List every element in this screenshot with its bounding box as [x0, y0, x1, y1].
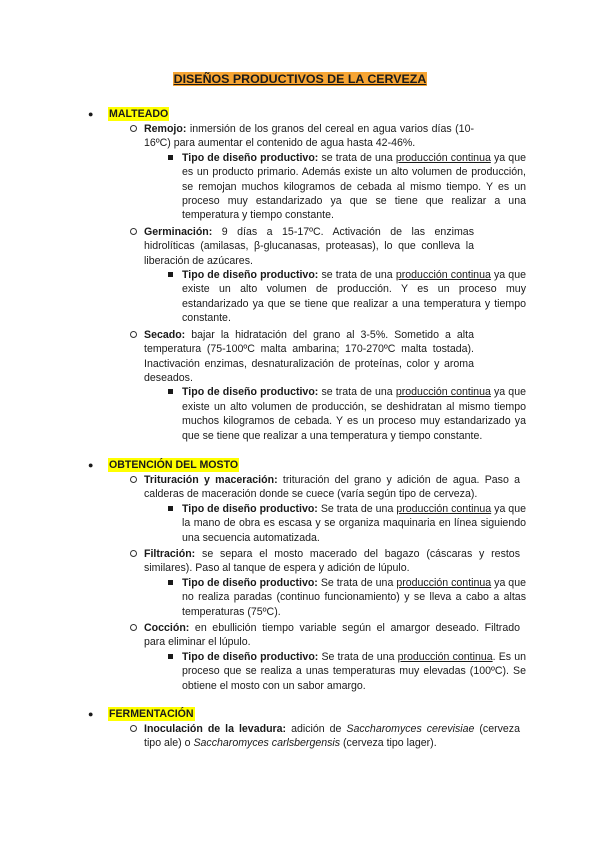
item-text: adición de — [286, 723, 347, 735]
square-bullet-icon — [168, 155, 173, 160]
page-title-wrap — [0, 72, 600, 87]
hollow-bullet-icon — [130, 476, 137, 483]
section-label: MALTEADO — [109, 108, 169, 120]
sub-term: Tipo de diseño productivo: — [182, 386, 319, 399]
square-bullet-icon — [168, 272, 173, 277]
page-title: DISEÑOS PRODUCTIVOS DE LA CERVEZA — [173, 72, 427, 86]
sub-text: ya que es un producto primario. Además existe un alto volumen de producción, se remojan muchos kilogramos de cebada al mismo tiempo. Y es un proceso muy estandarizado ya que se tiene que realizar a una temperatura y tiempo constante. — [182, 151, 526, 222]
square-bullet-icon — [168, 580, 173, 585]
sub-item — [182, 502, 526, 545]
sub-text: se trata de una — [318, 386, 396, 399]
sub-term: Tipo de diseño productivo: — [182, 502, 318, 515]
item-term: Filtración: — [144, 548, 196, 561]
sub-item — [182, 268, 526, 326]
item-term: Trituración y maceración: — [144, 474, 278, 486]
hollow-bullet-icon — [130, 228, 137, 235]
item-text: trituración del grano y adición de agua. Paso a calderas de maceración donde se cuece (varía según tipo de cerveza). — [144, 474, 521, 501]
list-item-coccion — [144, 621, 520, 650]
underlined-term: producción continua — [395, 269, 491, 282]
section-heading — [84, 707, 536, 722]
bullet-icon: ● — [88, 109, 94, 119]
hollow-bullet-icon — [130, 624, 137, 631]
square-bullet-icon — [168, 654, 173, 659]
sub-text: se trata de una — [318, 269, 396, 282]
list-item-remojo — [144, 122, 474, 151]
item-text: (cerveza tipo ale) o — [144, 723, 521, 750]
sub-text: ya que existe un alto volumen de producción. Y es un proceso muy estandarizado ya que se tiene que realizar a una temperatura y tiempo constante. — [182, 269, 526, 325]
list-item-inoculacion — [144, 722, 520, 751]
item-text: (cerveza tipo lager). — [340, 737, 437, 750]
underlined-term: producción continua — [396, 576, 492, 589]
sub-item — [182, 650, 526, 693]
sub-item — [182, 576, 526, 619]
sub-text: ya que existe un alto volumen de producción, se deshidratan al mismo tiempo muchos kilogramos de cebada. Y es un proceso muy estandarizado ya que se tiene que realizar a una temperatura y tiempo constante. — [182, 386, 526, 442]
item-term: Inoculación de la levadura: — [144, 723, 287, 735]
sub-term: Tipo de diseño productivo: — [182, 151, 319, 164]
bullet-icon: ● — [88, 460, 94, 470]
list-item-filtracion — [144, 547, 520, 576]
section-malteado — [84, 107, 536, 443]
sub-term: Tipo de diseño productivo: — [182, 650, 319, 663]
section-heading — [84, 107, 536, 122]
list-item-trituracion — [144, 473, 520, 502]
square-bullet-icon — [168, 389, 173, 394]
species-name: Saccharomyces carlsbergensis — [193, 737, 341, 750]
list-item-secado — [144, 328, 474, 386]
section-obtencion-mosto — [84, 458, 536, 693]
section-label: FERMENTACIÓN — [109, 708, 194, 720]
item-text: 9 días a 15-17ºC. Activación de las enzimas hidrolíticas (amilasas, β-glucanasas, proteasas), lo que conlleva la liberación de azúcares. — [144, 225, 474, 267]
item-text: bajar la hidratación del grano al 3-5%. Sometido a alta temperatura (75-100ºC malta ambarina; 170-270ºC malta tostada). Inactivación enzimas, desnaturalización de proteínas, color y aroma deseados. — [144, 328, 474, 384]
item-term: Cocción: — [144, 622, 190, 635]
item-text: inmersión de los granos del cereal en agua varios días (10-16ºC) para aumentar el contenido de agua hasta 42-46%. — [144, 123, 474, 150]
sub-item — [182, 151, 526, 223]
item-text: se separa el mosto macerado del bagazo (cáscaras y restos similares). Paso al tanque de espera y adición de lúpulo. — [144, 548, 520, 575]
item-text: en ebullición tiempo variable según el amargor deseado. Filtrado para eliminar el lúpulo. — [144, 622, 520, 649]
underlined-term: producción continua — [395, 151, 491, 164]
sub-text: se trata de una — [318, 151, 396, 164]
sub-text: Se trata de una — [318, 650, 398, 663]
species-name: Saccharomyces cerevisiae — [346, 723, 475, 735]
sub-term: Tipo de diseño productivo: — [182, 269, 319, 282]
sub-item — [182, 385, 526, 443]
hollow-bullet-icon — [130, 725, 137, 732]
item-term: Germinación: — [144, 225, 213, 238]
underlined-term: producción continua — [396, 502, 492, 515]
item-term: Remojo: — [144, 123, 187, 135]
sub-text: ya que la mano de obra es escasa y se organiza maquinaria en línea siguiendo una secuencia automatizada. — [182, 502, 526, 544]
sub-text: ya que no realiza paradas (continuo funcionamiento) y se lleva a cabo a altas temperaturas (75ºC). — [182, 576, 526, 618]
hollow-bullet-icon — [130, 331, 137, 338]
bullet-icon: ● — [88, 709, 94, 719]
section-fermentacion — [84, 707, 536, 751]
sub-text: Se trata de una — [317, 502, 397, 515]
sub-text: Se trata de una — [317, 576, 397, 589]
underlined-term: producción continua — [397, 650, 493, 663]
sub-term: Tipo de diseño productivo: — [182, 576, 318, 589]
underlined-term: producción continua — [395, 386, 491, 399]
sub-text: . Es un proceso que se realiza a unas temperaturas muy elevadas (100ºC). Se obtiene el mosto con un sabor amargo. — [182, 650, 526, 692]
section-label: OBTENCIÓN DEL MOSTO — [109, 459, 239, 471]
hollow-bullet-icon — [130, 550, 137, 557]
section-heading — [84, 458, 536, 473]
hollow-bullet-icon — [130, 125, 137, 132]
list-item-germinacion — [144, 225, 474, 268]
item-term: Secado: — [144, 328, 186, 341]
square-bullet-icon — [168, 506, 173, 511]
